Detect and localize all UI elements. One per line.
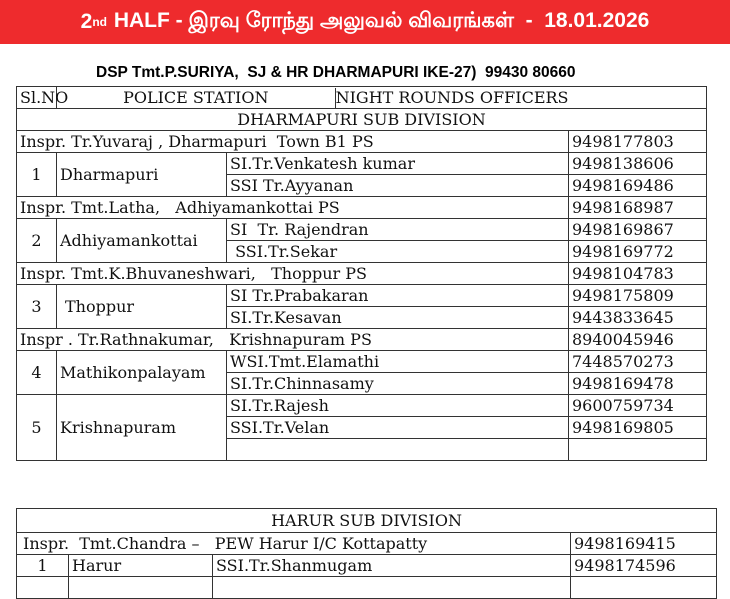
division-row [17,509,717,533]
inspector-name: Inspr. Tr.Yuvaraj , Dharmapuri Town B1 PS [17,131,569,153]
officer-row [17,285,707,307]
header-station-cell [57,87,569,109]
officer-phone: 9498169867 [569,219,707,241]
officer-name: SSI Tr.Ayyanan [227,175,569,197]
header-night-rounds [569,87,707,109]
officer-name: SI Tr.Prabakaran [227,285,569,307]
inspector-name: Inspr. Tmt.Latha, Adhiyamankottai PS [17,197,569,219]
station-name: Mathikonpalayam [57,351,227,395]
officer-phone: 9498169478 [569,373,707,395]
officer-name: SSI.Tr.Velan [227,417,569,439]
dharmapuri-table [16,86,707,461]
inspector-phone: 9498169415 [571,533,717,555]
officer-row [17,395,707,417]
officer-name: SI.Tr.Kesavan [227,307,569,329]
sl-number: 3 [17,285,57,329]
officer-name: SI.Tr.Chinnasamy [227,373,569,395]
station-name [69,577,213,599]
officer-row [17,153,707,175]
officer-row [17,219,707,241]
station-name: Adhiyamankottai [57,219,227,263]
officer-row [17,555,717,577]
officer-phone: 9498169805 [569,417,707,439]
officer-row [17,577,717,599]
officer-phone: 9498175809 [569,285,707,307]
officer-phone: 9498138606 [569,153,707,175]
inspector-row [17,533,717,555]
division-title: HARUR SUB DIVISION [17,509,717,533]
officer-name: SSI.Tr.Sekar [227,241,569,263]
officer-name: WSI.Tmt.Elamathi [227,351,569,373]
inspector-row [17,263,707,285]
officer-phone [571,577,717,599]
banner-number: 2 [80,10,93,33]
division-title: DHARMAPURI SUB DIVISION [17,109,707,131]
header-police-station: POLICE STATION [57,88,336,108]
sl-number: 2 [17,219,57,263]
sl-number: 5 [17,395,57,461]
station-name: Harur [69,555,213,577]
sl-number: 4 [17,351,57,395]
officer-phone: 9498169772 [569,241,707,263]
station-name: Thoppur [57,285,227,329]
inspector-phone: 9498177803 [569,131,707,153]
empty-cell [227,439,569,461]
inspector-name: Inspr. Tmt.K.Bhuvaneshwari, Thoppur PS [17,263,569,285]
inspector-name: Inspr . Tr.Rathnakumar, Krishnapuram PS [17,329,569,351]
officer-phone: 9443833645 [569,307,707,329]
station-name: Dharmapuri [57,153,227,197]
empty-cell [569,439,707,461]
header-banner [0,0,730,44]
header-slno: Sl.NO [17,87,57,109]
officer-name [213,577,571,599]
sl-number [17,577,69,599]
banner-ordinal: nd [92,15,108,29]
officer-phone: 9498169486 [569,175,707,197]
officer-phone: 9600759734 [569,395,707,417]
inspector-phone: 9498104783 [569,263,707,285]
officer-name: SI Tr. Rajendran [227,219,569,241]
station-name: Krishnapuram [57,395,227,461]
inspector-phone: 9498168987 [569,197,707,219]
officer-phone: 7448570273 [569,351,707,373]
officer-row [17,351,707,373]
inspector-phone: 8940045946 [569,329,707,351]
division-row [17,109,707,131]
inspector-name: Inspr. Tmt.Chandra – PEW Harur I/C Kottapatty [17,533,571,555]
inspector-row [17,131,707,153]
harur-table [16,508,717,599]
header-row [17,87,707,109]
sl-number: 1 [17,153,57,197]
inspector-row [17,197,707,219]
officer-name: SI.Tr.Rajesh [227,395,569,417]
sl-number: 1 [17,555,69,577]
dsp-line: DSP Tmt.P.SURIYA, SJ & HR DHARMAPURI IKE-27) 99430 80660 [96,64,576,81]
inspector-row [17,329,707,351]
header-spacer: NIGHT ROUNDS OFFICERS [335,87,569,107]
officer-phone: 9498174596 [571,555,717,577]
officer-name: SSI.Tr.Shanmugam [213,555,571,577]
banner-title: HALF - இரவு ரோந்து அலுவல் விவரங்கள் - 18.01.2026 [108,9,650,32]
officer-name: SI.Tr.Venkatesh kumar [227,153,569,175]
